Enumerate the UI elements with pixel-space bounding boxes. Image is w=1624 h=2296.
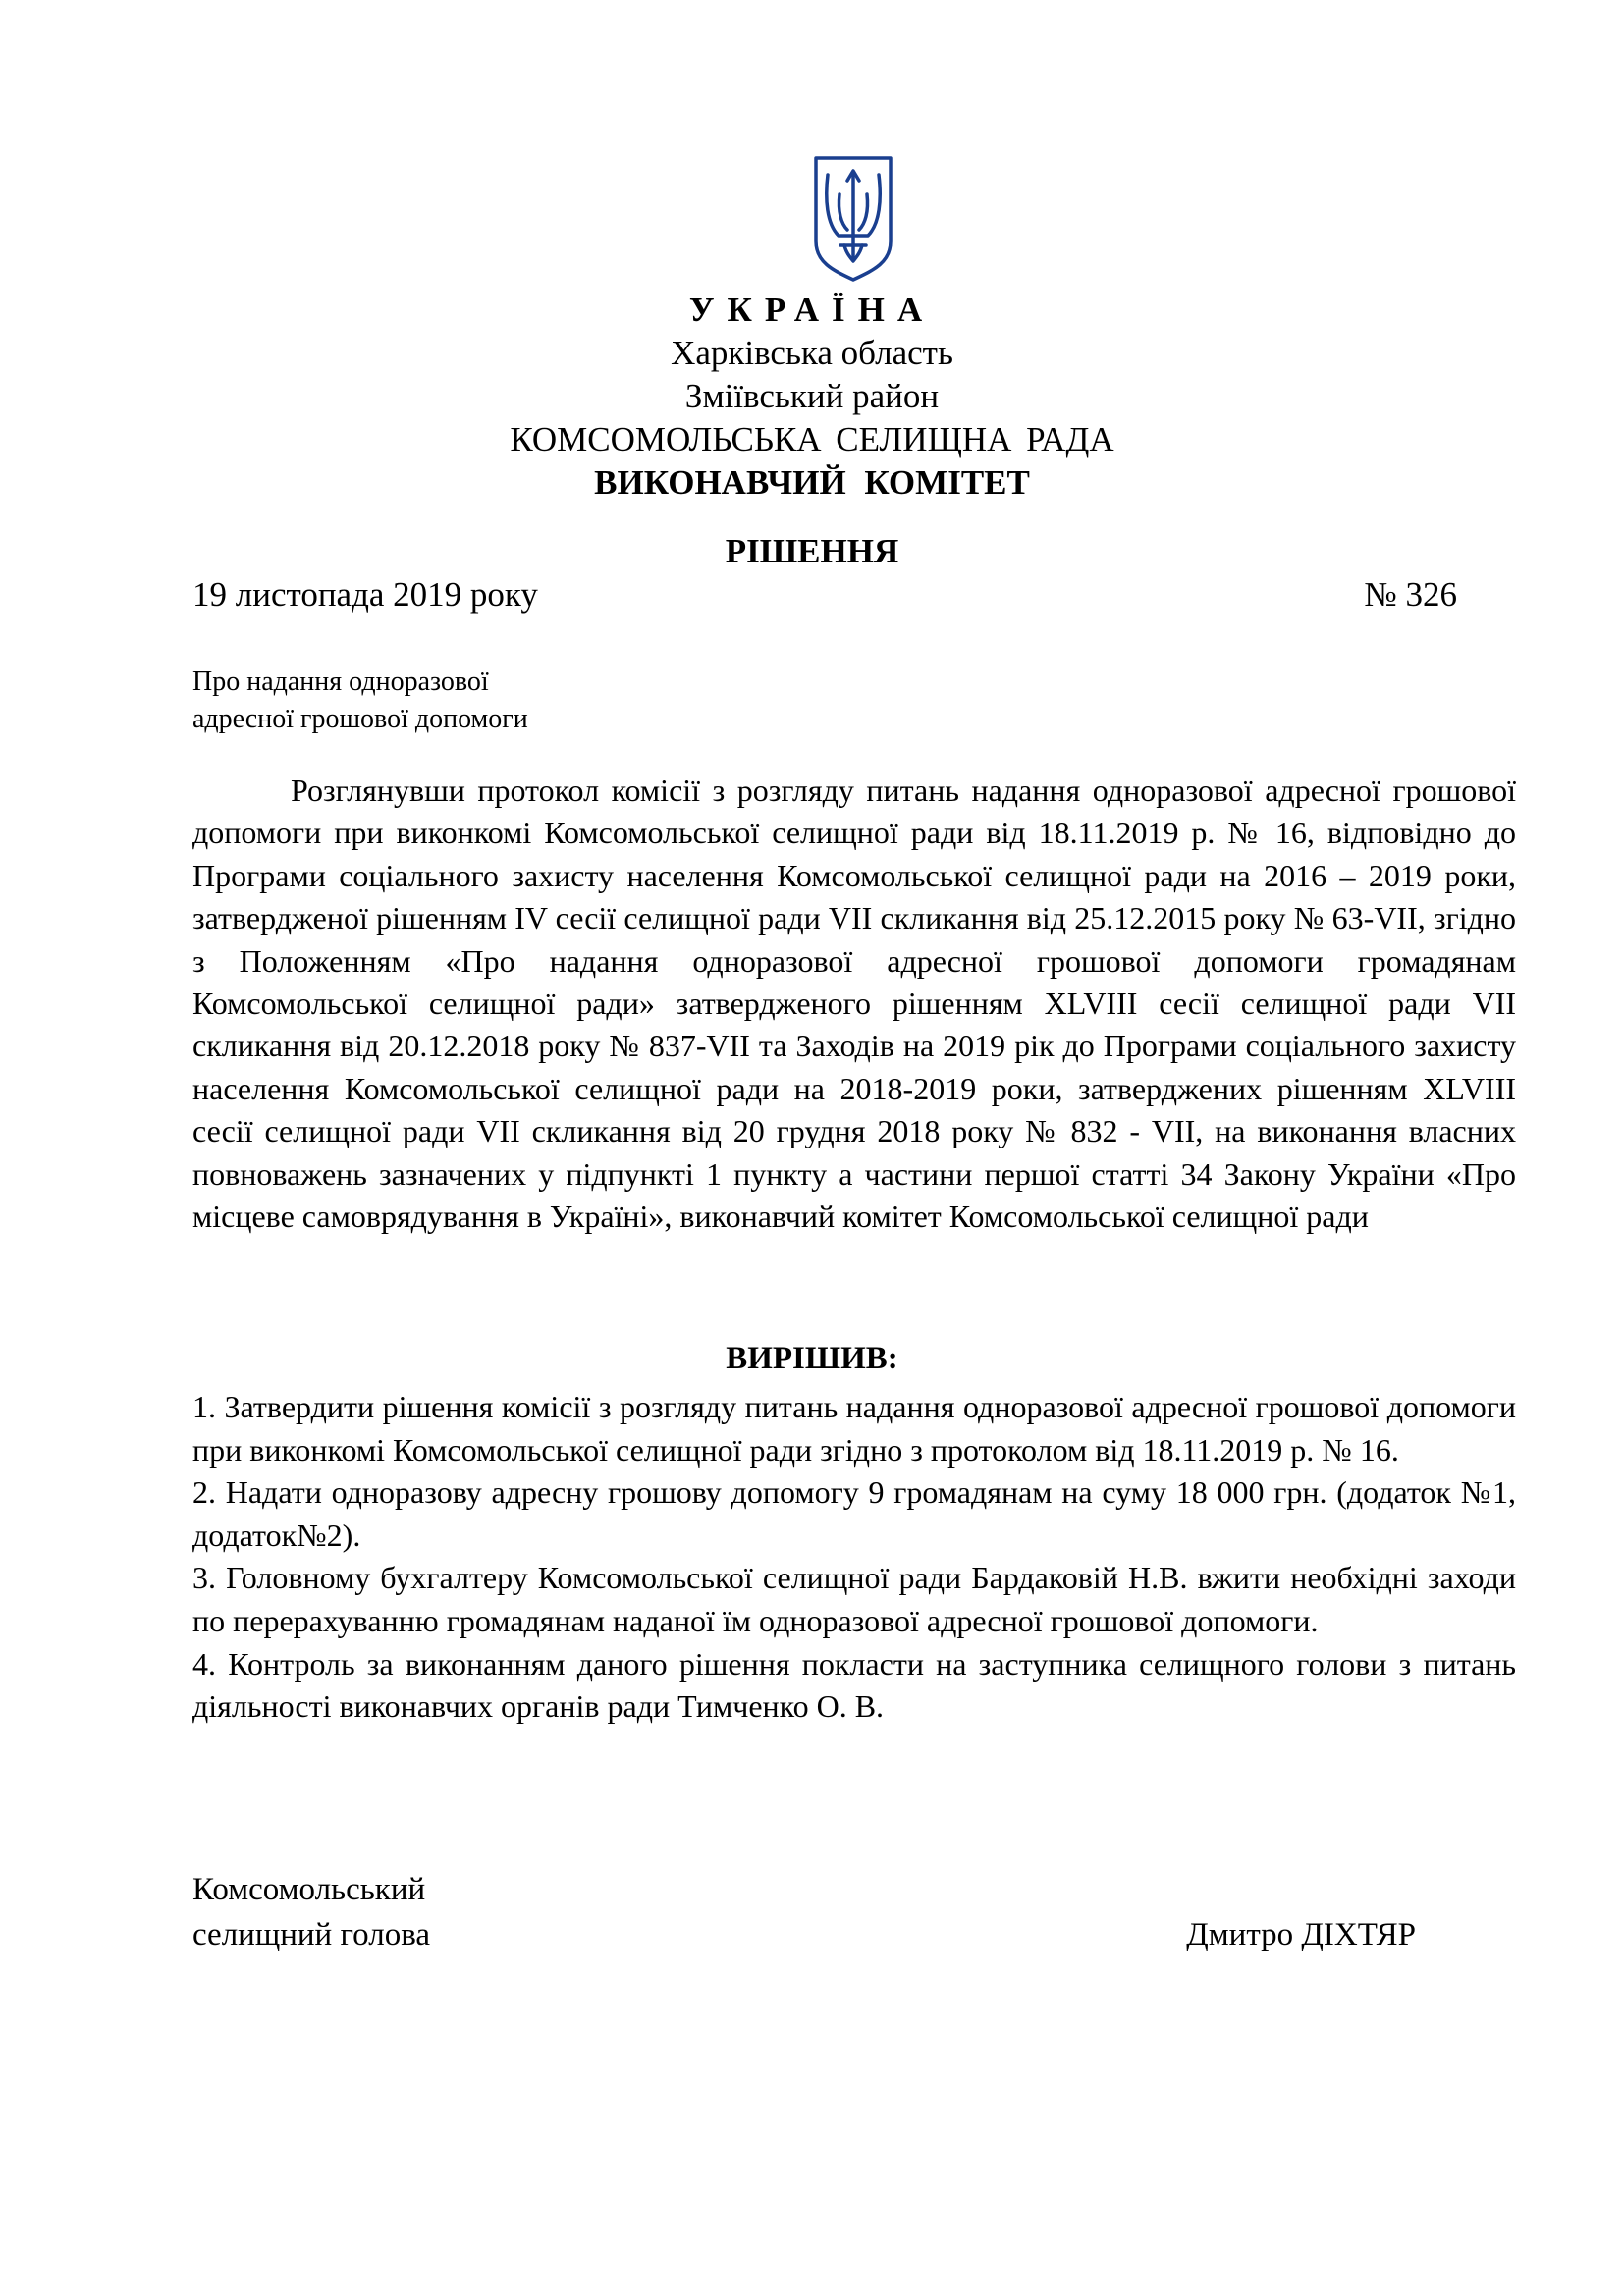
- signatory-name: Дмитро ДІХТЯР: [1186, 1917, 1416, 1952]
- decision-number: № 326: [1364, 575, 1457, 614]
- subject-line: Про надання одноразової: [192, 667, 489, 697]
- committee-name: ВИКОНАВЧИЙ КОМІТЕТ: [594, 463, 1030, 502]
- signatory-position-line: Комсомольський: [192, 1872, 426, 1907]
- signatory-position-line: селищний голова: [192, 1917, 431, 1952]
- preamble-paragraph: Розглянувши протокол комісії з розгляду питань надання одноразової адресної грошової допомоги при виконкомі Комсомольської селищної ради від 18.11.2019 р. № 16, відповідно до Програми соціального захисту населення Комсомольської селищної ради на 2016 – 2019 роки, затвердженої рішенням ІV сесії селищної ради VІІ скликання від 25.12.2015 року № 63-VІІ, згідно з Положенням «Про надання одноразової адресної грошової допомоги громадянам Комсомольської селищної ради» затвердженого рішенням XLVІІІ сесії селищної ради VІІ скликання від 20.12.2018 року № 837-VІІ та Заходів на 2019 рік до Програми соціального захисту населення Комсомольської селищної ради на 2018-2019 роки, затверджених рішенням XLVІІІ сесії селищної ради VІІ скликання від 20 грудня 2018 року № 832 - VІІ, на виконання власних повноважень зазначених у підпункті 1 пункту а частини першої статті 34 Закону України «Про місцеве самоврядування в Україні», виконавчий комітет Комсомольської селищної ради: [192, 773, 1516, 1235]
- decision-item: 3. Головному бухгалтеру Комсомольської селищної ради Бардаковій Н.В. вжити необхідні заходи по перерахуванню громадянам наданої їм одноразової адресної грошової допомоги.: [192, 1560, 1516, 1638]
- decision-subject: [192, 664, 528, 738]
- country-name: УКРАЇНА: [688, 291, 936, 329]
- document-type: РІШЕННЯ: [725, 532, 899, 570]
- council-name: КОМСОМОЛЬСЬКА СЕЛИЩНА РАДА: [510, 420, 1114, 458]
- signatory-position: [192, 1867, 430, 1957]
- ukraine-trident-emblem-icon: [813, 155, 893, 283]
- subject-line: адресної грошової допомоги: [192, 704, 528, 734]
- decision-item: 4. Контроль за виконанням даного рішення покласти на заступника селищного голови з питань діяльності виконавчих органів ради Тимченко О. В.: [192, 1645, 1516, 1725]
- decision-date: 19 листопада 2019 року: [192, 575, 538, 614]
- rayon-name: Зміївський район: [684, 377, 940, 415]
- decision-item: 2. Надати одноразову адресну грошову допомогу 9 громадянам на суму 18 000 грн. (додаток №1, додаток№2).: [192, 1474, 1516, 1553]
- decision-item: 1. Затвердити рішення комісії з розгляду питань надання одноразової адресної грошової допомоги при виконкомі Комсомольської селищної ради згідно з протоколом від 18.11.2019 р. № 16.: [192, 1389, 1516, 1468]
- decided-heading: ВИРІШИВ:: [726, 1341, 898, 1376]
- oblast-name: Харківська область: [671, 334, 953, 372]
- decision-items: [192, 1386, 1516, 1729]
